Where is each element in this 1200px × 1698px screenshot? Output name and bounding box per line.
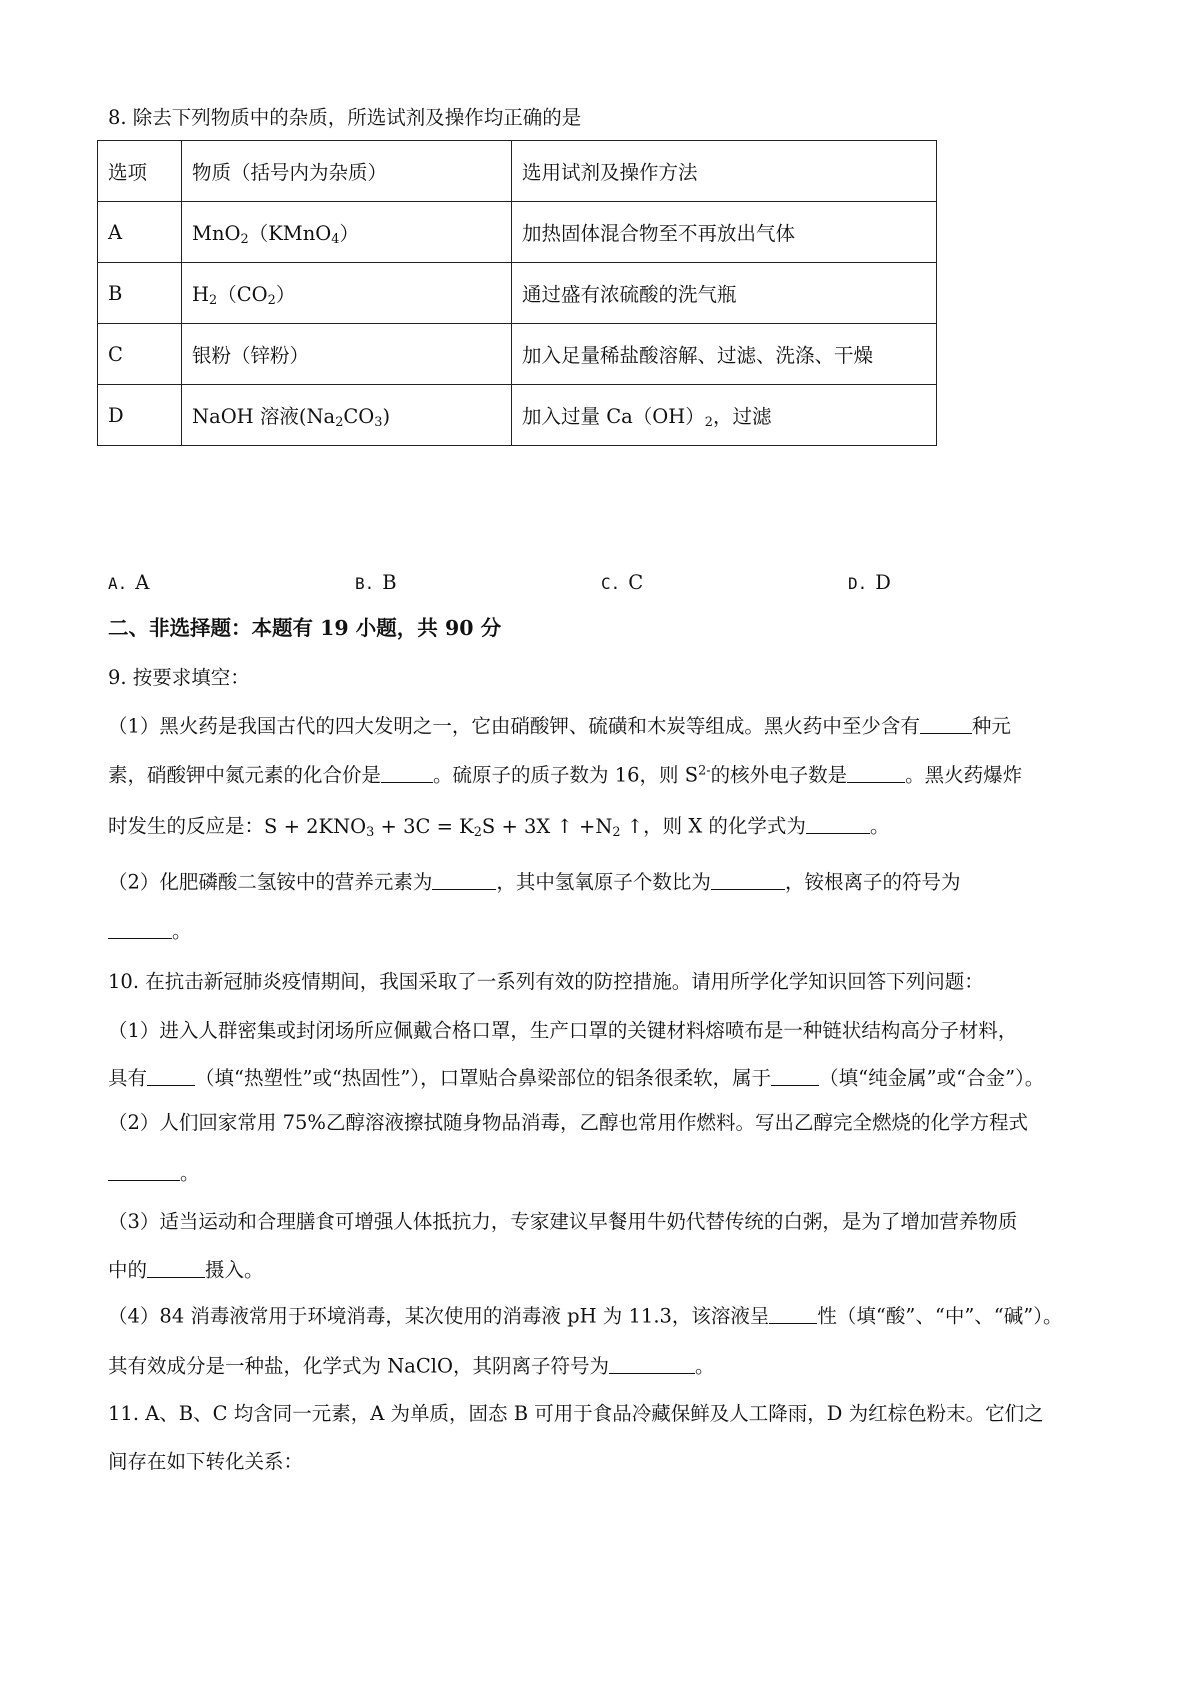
answer-blank[interactable]: [381, 763, 433, 783]
q8-table: [97, 140, 937, 446]
answer-blank[interactable]: [108, 919, 172, 939]
q10-part2-line2: 。: [108, 1161, 200, 1185]
q10-part3-line2: 中的 摄入。: [108, 1258, 264, 1282]
q8-stem: 8. 除去下列物质中的杂质，所选试剂及操作均正确的是: [108, 106, 582, 129]
table-row: [98, 385, 937, 446]
row-substance: MnO$_2$（KMnO$_4$）: [182, 202, 512, 263]
option-b[interactable]: B. B: [355, 571, 397, 594]
answer-blank[interactable]: [920, 714, 972, 734]
q10-part2-line1: （2）人们回家常用 75%乙醇溶液擦拭随身物品消毒，乙醇也常用作燃料。写出乙醇完全燃烧的化学方程式: [108, 1111, 1028, 1134]
answer-blank[interactable]: [432, 870, 496, 890]
answer-blank[interactable]: [609, 1354, 695, 1374]
q10-stem: 10. 在抗击新冠肺炎疫情期间，我国采取了一系列有效的防控措施。请用所学化学知识回答下列问题：: [108, 970, 984, 993]
header-option: 选项: [98, 141, 182, 202]
row-label: B: [98, 263, 182, 324]
q9-part2-line2: 。: [108, 919, 192, 943]
q10-part4-line1: （4）84 消毒液常用于环境消毒，某次使用的消毒液 pH 为 11.3，该溶液呈 性（填“酸”、“中”、“碱”）。: [108, 1304, 1063, 1328]
q10-part3-line1: （3）适当运动和合理膳食可增强人体抵抗力，专家建议早餐用牛奶代替传统的白粥，是为了增加营养物质: [108, 1210, 1018, 1233]
header-method: 选用试剂及操作方法: [512, 141, 937, 202]
answer-blank[interactable]: [771, 1066, 819, 1086]
answer-blank[interactable]: [147, 1066, 195, 1086]
answer-blank[interactable]: [147, 1258, 205, 1278]
row-substance: NaOH 溶液$(Na_2CO_3)$: [182, 385, 512, 446]
q10-part1-line2: 具有 （填“热塑性”或“热固性”），口罩贴合鼻梁部位的铝条很柔软，属于 （填“纯金属”或“合金”）。: [108, 1066, 1045, 1090]
q9-part1-line2: 素，硝酸钾中氮元素的化合价是 。硫原子的质子数为 16，则 $S^{2-}$的核外电子数是 。黑火药爆炸: [108, 763, 1023, 787]
q9-part1-line3: 时发生的反应是：$S + 2KNO_3 + 3C = K_2S + 3X$ ↑ $+N_2$ ↑，则 X 的化学式为 。: [108, 814, 890, 840]
q9-stem: 9. 按要求填空：: [108, 666, 250, 689]
answer-blank[interactable]: [769, 1304, 817, 1324]
row-method: 加入足量稀盐酸溶解、过滤、洗涤、干燥: [512, 324, 937, 385]
header-substance: 物质（括号内为杂质）: [182, 141, 512, 202]
table-row: [98, 202, 937, 263]
q10-part1-line1: （1）进入人群密集或封闭场所应佩戴合格口罩，生产口罩的关键材料熔喷布是一种链状结构高分子材料，: [108, 1019, 1018, 1042]
row-method: 通过盛有浓硫酸的洗气瓶: [512, 263, 937, 324]
row-label: D: [98, 385, 182, 446]
row-label: A: [98, 202, 182, 263]
row-method: 加热固体混合物至不再放出气体: [512, 202, 937, 263]
section-title: 二、非选择题：本题有 19 小题，共 90 分: [108, 616, 502, 640]
row-method: 加入过量 $Ca(OH)_2$，过滤: [512, 385, 937, 446]
reaction-equation: $S + 2KNO_3 + 3C = K_2S + 3X$ ↑ $+N_2$ ↑: [264, 814, 644, 840]
table-row: [98, 324, 937, 385]
answer-blank[interactable]: [108, 1161, 180, 1181]
q10-part4-line2: 其有效成分是一种盐，化学式为 NaClO，其阴离子符号为 。: [108, 1354, 715, 1378]
option-d[interactable]: D. D: [848, 571, 891, 594]
q9-part2-line1: （2）化肥磷酸二氢铵中的营养元素为 ，其中氢氧原子个数比为 ，铵根离子的符号为: [108, 870, 961, 894]
row-substance: $H_2(CO_2)$: [182, 263, 512, 324]
row-substance: 银粉（锌粉）: [182, 324, 512, 385]
q11-line1: 11. A、B、C 均含同一元素，A 为单质，固态 B 可用于食品冷藏保鲜及人工降雨，D 为红棕色粉末。它们之: [108, 1402, 1044, 1425]
q11-line2: 间存在如下转化关系：: [108, 1450, 304, 1473]
table-header-row: [98, 141, 937, 202]
answer-blank[interactable]: [711, 870, 785, 890]
q9-part1-line1: （1）黑火药是我国古代的四大发明之一，它由硝酸钾、硫磺和木炭等组成。黑火药中至少含有 种元: [108, 714, 1011, 738]
option-c[interactable]: C. C: [601, 571, 644, 594]
row-label: C: [98, 324, 182, 385]
table-row: [98, 263, 937, 324]
option-a[interactable]: A. A: [108, 571, 150, 594]
answer-blank[interactable]: [847, 763, 905, 783]
answer-blank[interactable]: [806, 814, 870, 834]
